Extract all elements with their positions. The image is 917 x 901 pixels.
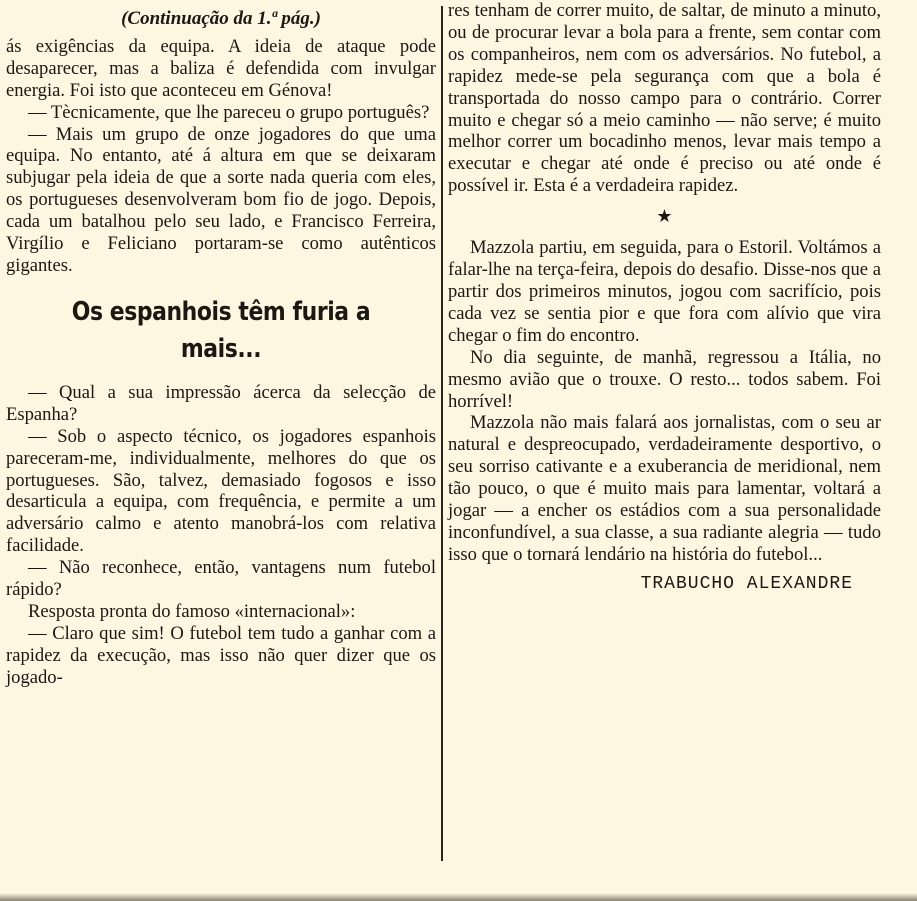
right-column — [448, 0, 881, 596]
paragraph: — Sob o aspecto técnico, os jogadores espanhois pareceram-me, individualmente, melhores do que os portugueses. São, talvez, demasiado fogosos e isso desarticula a equipa, com frequência, e permite a um adversário calmo e atento manobrá-los com relativa facilidade. — [6, 425, 436, 557]
author-signature: TRABUCHO ALEXANDRE — [640, 573, 853, 594]
paragraph: res tenham de correr muito, de saltar, de minuto a minuto, ou de procurar levar a bola para a frente, sem contar com os companheiros, nem com os adversários. No futebol, a rapidez mede-se pela segurança com que a bola é transportada do nosso campo para o contrário. Correr muito e chegar só a meio caminho — não serve; é muito melhor correr um bocadinho menos, levar mais tempo a executar e chegar até onde é preciso ou até onde é possível ir. Esta é a verdadeira rapidez. — [448, 0, 881, 197]
paragraph: Mazzola não mais falará aos jornalistas, com o seu ar natural e despreocupado, verdadeiramente desportivo, o seu sorriso cativante e a exuberancia de meridional, nem tão pouco, o que é muito mais para lamentar, voltará a jogar — a encher os estádios com a sua personalidade inconfundível, a sua classe, a sua radiante alegria — tudo isso que o tornará lendário na história do futebol... — [448, 412, 881, 565]
star-separator-icon: ★ — [656, 206, 673, 227]
paragraph: — Claro que sim! O futebol tem tudo a ganhar com a rapidez da execução, mas isso não quer dizer que os jogado- — [6, 622, 436, 688]
paragraph: Mazzola partiu, em seguida, para o Estoril. Voltámos a falar-lhe na terça-feira, depois do desafio. Disse-nos que a partir dos primeiros minutos, jogou com sacrifício, pois cada vez se sentia pior e que fora com alívio que vira chegar o fim do encontro. — [448, 237, 881, 346]
paragraph: — Não reconhece, então, vantagens num futebol rápido? — [6, 557, 436, 601]
paragraph: No dia seguinte, de manhã, regressou a Itália, no mesmo avião que o trouxe. O resto... todos sabem. Foi horrível! — [448, 346, 881, 412]
paragraph: Resposta pronta do famoso «internacional»: — [28, 600, 356, 622]
page-edge — [0, 893, 917, 901]
paragraph: — Qual a sua impressão ácerca da selecção de Espanha? — [6, 381, 436, 425]
left-column — [6, 0, 436, 689]
paragraph: — Mais um grupo de onze jogadores do que uma equipa. No entanto, até á altura em que se deixaram subjugar pela ideia de que a sorte nada queria com eles, os portugueses desenvolveram bom fio de jogo. Depois, cada um batalhou pelo seu lado, e Francisco Ferreira, Virgílio e Feliciano portaram-se como autênticos gigantes. — [6, 123, 436, 276]
continued-note: (Continuação da 1.ª pág.) — [121, 8, 321, 29]
paragraph: — Tècnicamente, que lhe pareceu o grupo português? — [28, 101, 430, 123]
column-divider — [441, 6, 443, 861]
paragraph: ás exigências da equipa. A ideia de ataque pode desaparecer, mas a baliza é defendida com invulgar energia. Foi isto que aconteceu em Génova! — [6, 35, 436, 101]
section-heading: Os espanhois têm furia a mais... — [71, 296, 371, 364]
